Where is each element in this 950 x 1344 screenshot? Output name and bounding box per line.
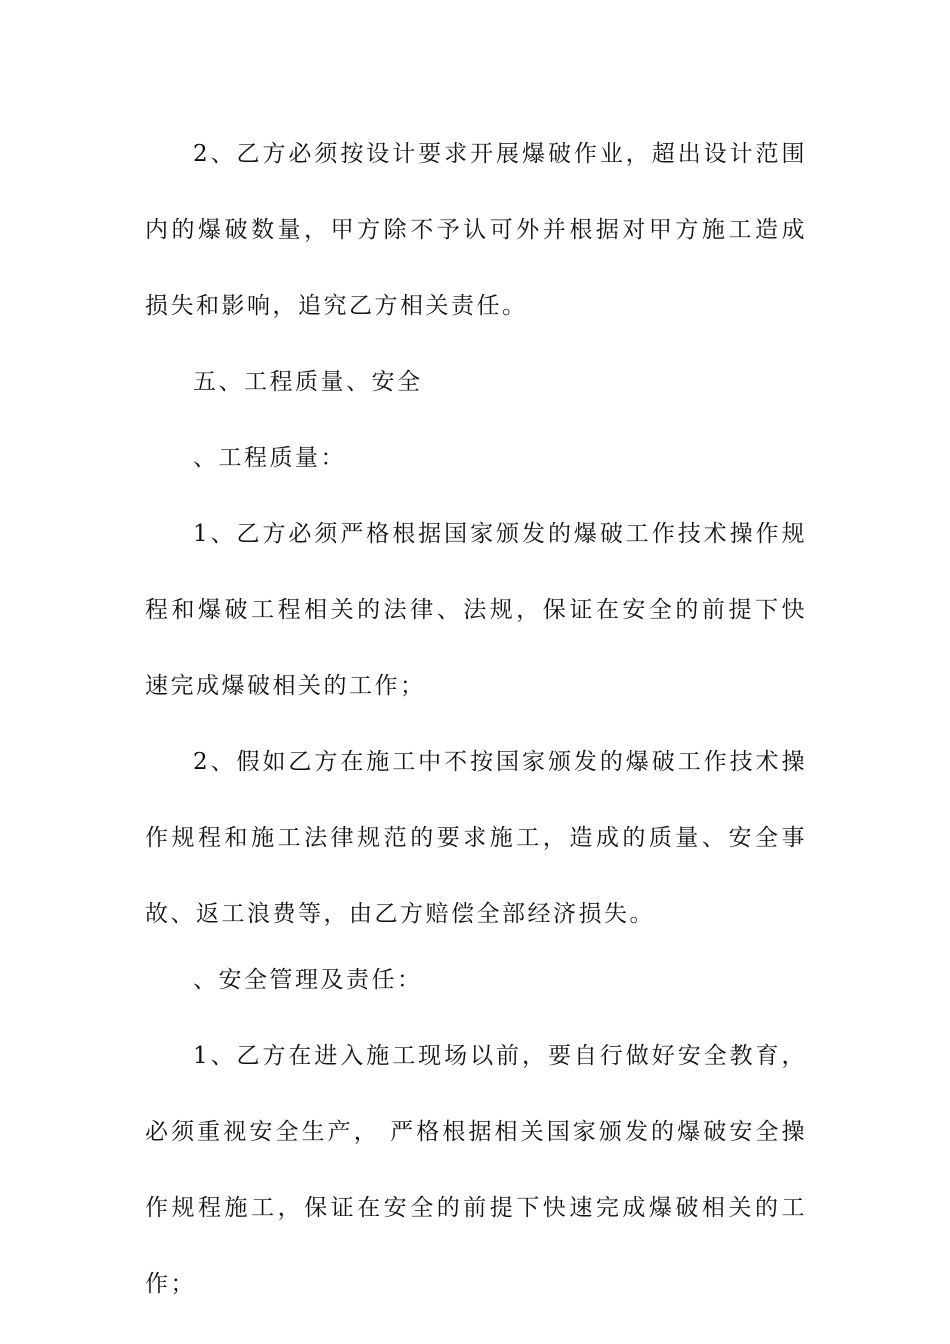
section-heading-quality-safety: 五、工程质量、安全: [193, 369, 423, 395]
paragraph-blasting-scope: 2、乙方必须按设计要求开展爆破作业，超出设计范围内的爆破数量，甲方除不予认可外并根据对甲方施工造成损失和影响，追究乙方相关责任。: [145, 141, 807, 319]
subheading-engineering-quality: 、工程质量：: [193, 445, 346, 471]
subheading-safety-management: 、安全管理及责任：: [193, 967, 423, 993]
paragraph-quality-item-1: 1、乙方必须严格根据国家颁发的爆破工作技术操作规程和爆破工程相关的法律、法规，保证在安全的前提下快速完成爆破相关的工作；: [145, 521, 807, 699]
paragraph-safety-item-1: 1、乙方在进入施工现场以前，要自行做好安全教育，必须重视安全生产， 严格根据相关国家颁发的爆破安全操作规程施工，保证在安全的前提下快速完成爆破相关的工作；: [145, 1043, 807, 1297]
paragraph-quality-item-2: 2、假如乙方在施工中不按国家颁发的爆破工作技术操作规程和施工法律规范的要求施工，造成的质量、安全事故、返工浪费等，由乙方赔偿全部经济损失。: [145, 749, 807, 927]
